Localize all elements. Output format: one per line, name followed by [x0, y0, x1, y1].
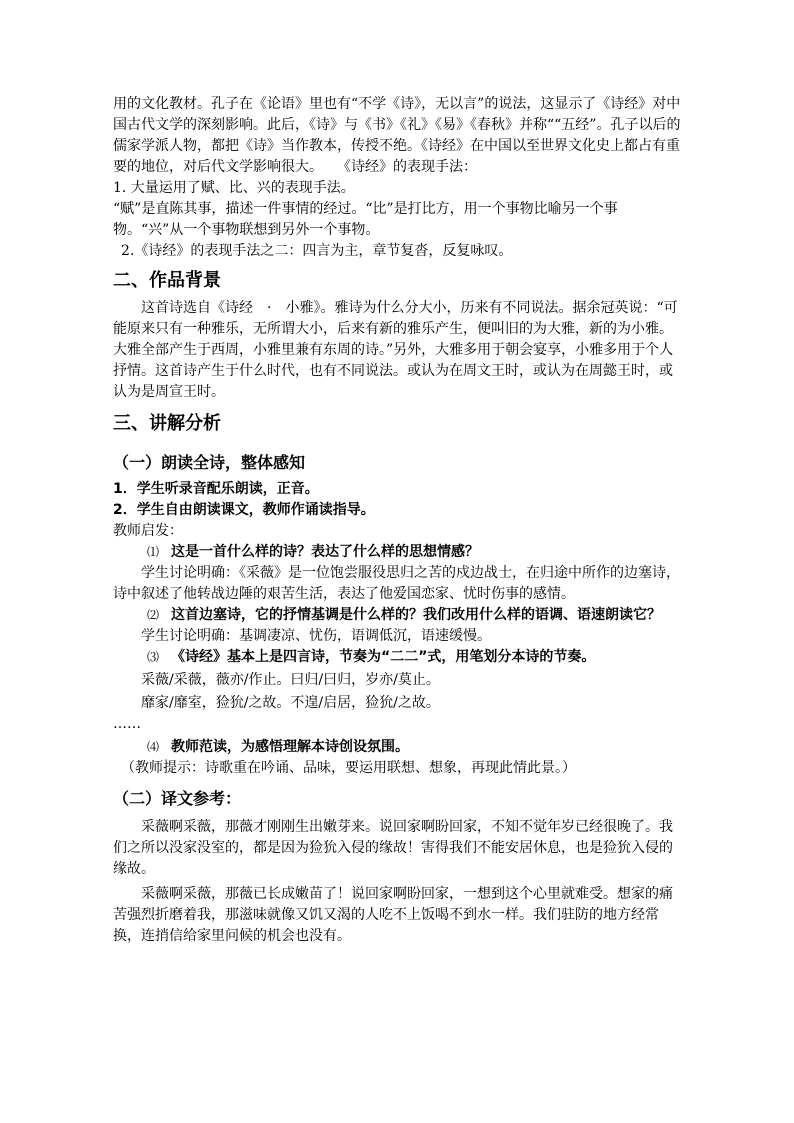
intro-paragraph: 用的文化教材。孔子在《论语》里也有“不学《诗》，无以言”的说法，这显示了《诗经》对中国古代文学的深刻影响。此后，《诗》与《书》《礼》《易》《春秋》并称““五经”。孔子以后的儒家学派人物，都把《诗》当作教本，传授不绝。《诗经》在中国以至世界文化史上都占有重要的地位，对后代文学影响很大。 《诗经》的表现手法：: [113, 96, 681, 175]
question-4-text: 教师范读，为感悟理解本诗创设氛围。: [171, 739, 410, 755]
poem-line-2: 靡家/靡室，猃狁/之故。不遑/启居，猃狁/之故。: [141, 695, 440, 711]
question-1: [113, 542, 685, 563]
section-heading-analysis: 三、讲解分析: [113, 413, 221, 434]
teacher-tip: （教师提示：诗歌重在吟诵、品味，要运用联想、想象，再现此情此景。）: [121, 760, 576, 776]
question-3: [113, 647, 685, 668]
teacher-prompt: 教师启发：: [113, 523, 183, 539]
translation-paragraph-2: 采薇啊采薇，那薇已长成嫩苗了！说回家啊盼回家，一想到这个心里就难受。想家的痛苦强烈折磨着我，那滋味就像又饥又渴的人吃不上饭喝不到水一样。我们驻防的地方经常换，连捎信给家里问候的机会也没有。: [113, 886, 673, 944]
question-2: [113, 605, 685, 626]
background-paragraph: 这首诗选自《诗经 · 小雅》。雅诗为什么分大小，历来有不同说法。据余冠英说：“可能原来只有一种雅乐，无所谓大小，后来有新的雅乐产生，便叫旧的为大雅，新的为小雅。大雅全部产生于西周，小雅里兼有东周的诗。”另外，大雅多用于朝会宴享，小雅多用于个人抒情。这首诗产生于什么时代，也有不同说法。或认为在周文王时，或认为在周懿王时，或认为是周宣王时。: [113, 300, 678, 400]
question-2-text: 这首边塞诗，它的抒情基调是什么样的？我们改用什么样的语调、语速朗读它？: [171, 607, 662, 623]
list-item-1: 1. 大量运用了赋、比、兴的表现手法。: [113, 180, 355, 196]
ellipsis: ……: [113, 716, 141, 732]
question-1-number: ⑴: [147, 545, 160, 559]
subsection-heading-translation: （二）译文参考：: [113, 789, 242, 808]
translation-paragraph-1: 采薇啊采薇，那薇才刚刚生出嫩芽来。说回家啊盼回家，不知不觉年岁已经很晚了。我们之所以没家没室的，都是因为猃狁入侵的缘故！害得我们不能安居休息，也是猃狁入侵的缘故。: [113, 819, 673, 877]
question-3-number: ⑶: [147, 650, 160, 664]
question-3-text: 《诗经》基本上是四言诗，节奏为“二二”式，用笔划分本诗的节奏。: [171, 649, 596, 665]
list-item-2: 2.《诗经》的表现手法之二：四言为主，章节复沓，反复咏叹。: [121, 243, 513, 259]
section-heading-background: 二、作品背景: [113, 270, 221, 291]
answer-2: 学生讨论明确：基调凄凉、忧伤，语调低沉，语速缓慢。: [141, 628, 491, 644]
answer-1: 学生讨论明确：《采薇》是一位饱尝服役思归之苦的戍边战士，在归途中所作的边塞诗，诗中叙述了他转战边陲的艰苦生活，表达了他爱国恋家、忧时伤事的感情。: [113, 565, 680, 602]
question-1-text: 这是一首什么样的诗？表达了什么样的思想情感？: [171, 544, 480, 560]
document-page: [113, 94, 685, 947]
step-2: 2．学生自由朗读课文，教师作诵读指导。: [113, 502, 375, 518]
question-2-number: ⑵: [147, 608, 160, 622]
step-1: 1．学生听录音配乐朗读，正音。: [113, 481, 319, 497]
poem-line-1: 采薇/采薇，薇亦/作止。曰归/曰归，岁亦/莫止。: [141, 672, 440, 688]
question-4-number: ⑷: [147, 740, 160, 754]
question-4: [113, 737, 685, 758]
list-item-1-detail: “赋”是直陈其事，描述一件事情的经过。“比”是打比方，用一个事物比喻另一个事物。“兴”从一个事物联想到另外一个事物。: [113, 201, 618, 238]
subsection-heading-reading: （一）朗读全诗，整体感知: [113, 453, 306, 472]
